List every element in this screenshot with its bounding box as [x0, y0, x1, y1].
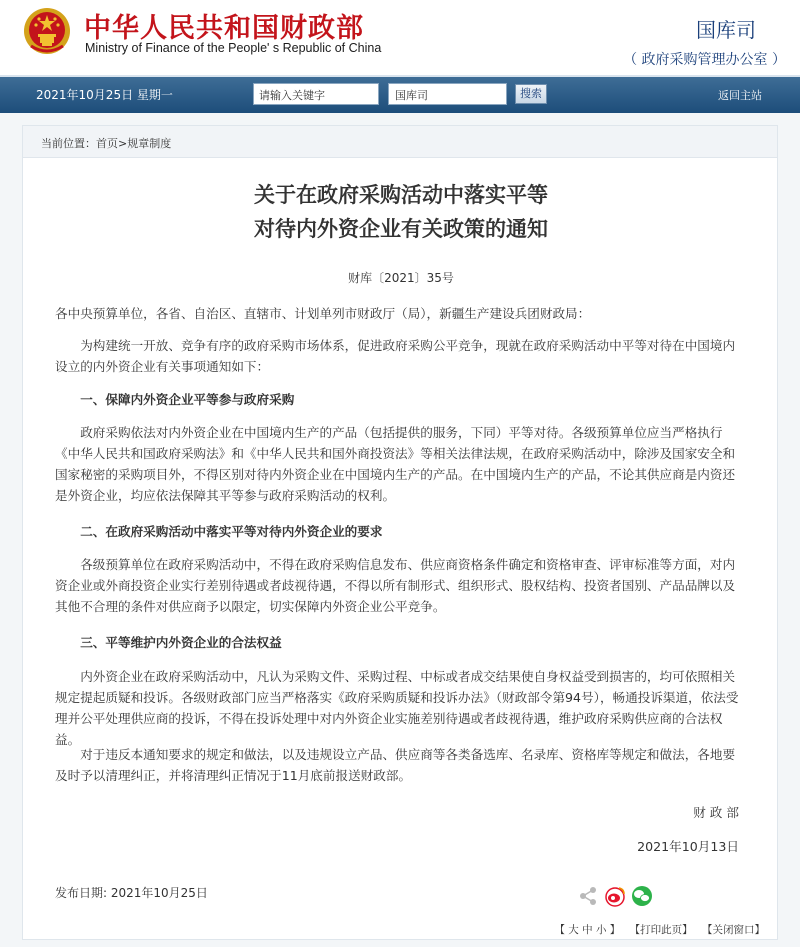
print-page-link[interactable]: 【打印此页】	[629, 924, 693, 936]
article-title-line2: 对待内外资企业有关政策的通知	[254, 216, 548, 241]
document-number: 财库〔2021〕35号	[348, 271, 454, 285]
share-icon[interactable]	[580, 887, 596, 905]
return-home-link[interactable]: 返回主站	[718, 89, 762, 102]
section-heading-1: 一、保障内外资企业平等参与政府采购	[80, 392, 295, 407]
ministry-title-cn: 中华人民共和国财政部	[84, 13, 364, 44]
close-window-link[interactable]: 【关闭窗口】	[702, 924, 765, 936]
breadcrumb-label: 当前位置：	[41, 137, 96, 150]
section-paragraph-1: 政府采购依法对内外资企业在中国境内生产的产品（包括提供的服务，下同）平等对待。各级预算单位应当严格执行《中华人民共和国政府采购法》和《中华人民共和国外商投资法》等相关法律法规，在政府采购活动中，除涉及国家安全和国家秘密的采购项目外，不得区别对待内外资企业在中国境内生产的产品。在中国境内生产的产品，不论其供应商是内资还是外资企业，均应依法保障其平等参与政府采购活动的权利。	[55, 425, 736, 503]
breadcrumb-section-link[interactable]: 规章制度	[127, 137, 172, 150]
section-heading-2: 二、在政府采购活动中落实平等对待内外资企业的要求	[80, 524, 383, 539]
closing-paragraph: 对于违反本通知要求的规定和做法，以及违规设立产品、供应商等各类备选库、名录库、资格库等规定和做法，各地要及时予以清理纠正，并将清理纠正情况于11月底前报送财政部。	[55, 747, 736, 783]
department-subtitle: （ 政府采购管理办公室 ）	[623, 52, 786, 68]
breadcrumb-trail	[41, 135, 171, 151]
department-name: 国库司	[696, 18, 756, 42]
breadcrumb-home-link[interactable]: 首页	[96, 137, 118, 150]
site-header	[0, 0, 800, 75]
signer: 财 政 部	[693, 805, 739, 820]
weibo-icon[interactable]	[606, 888, 624, 906]
sign-date: 2021年10月13日	[637, 839, 739, 854]
content-panel	[22, 125, 778, 940]
article-title	[23, 178, 779, 246]
intro-paragraph: 为构建统一开放、竞争有序的政府采购市场体系，促进政府采购公平竞争，现就在政府采购活动中平等对待在中国境内设立的内外资企业有关事项通知如下：	[55, 338, 736, 374]
footer-links	[548, 922, 765, 937]
breadcrumb-separator: >	[118, 137, 128, 150]
section-paragraph-3: 内外资企业在政府采购活动中，凡认为采购文件、采购过程、中标或者成交结果使自身权益受到损害的，均可依照相关规定提起质疑和投诉。各级财政部门应当严格落实《政府采购质疑和投诉办法》（财政部令第94号），畅通投诉渠道，依法受理并公平处理供应商的投诉，不得在投诉处理中对内外资企业实施差别待遇或者歧视待遇，维护政府采购供应商的合法权益。	[55, 669, 739, 747]
font-size-switch[interactable]: 【 大 中 小 】	[554, 924, 621, 936]
top-nav-bar	[0, 75, 800, 113]
wechat-icon[interactable]	[632, 886, 652, 906]
search-input[interactable]: 请输入关键字	[253, 83, 379, 105]
current-date: 2021年10月25日 星期一	[36, 88, 173, 102]
article-title-line1: 关于在政府采购活动中落实平等	[254, 182, 548, 207]
section-heading-3: 三、平等维护内外资企业的合法权益	[80, 635, 282, 650]
ministry-title-en: Ministry of Finance of the People' s Republic of China	[85, 41, 382, 55]
search-button[interactable]: 搜索	[515, 84, 547, 104]
addressee: 各中央预算单位，各省、自治区、直辖市、计划单列市财政厅（局），新疆生产建设兵团财政局：	[55, 306, 591, 321]
breadcrumb	[23, 126, 777, 158]
national-emblem-icon	[22, 6, 72, 56]
section-paragraph-2: 各级预算单位在政府采购活动中，不得在政府采购信息发布、供应商资格条件确定和资格审查、评审标准等方面，对内资企业或外商投资企业实行差别待遇或者歧视待遇，不得以所有制形式、组织形式、股权结构、投资者国别、产品品牌以及其他不合理的条件对供应商予以限定，切实保障内外资企业公平竞争。	[55, 557, 736, 614]
share-bar	[578, 883, 658, 909]
search-scope-select[interactable]: 国库司	[388, 83, 507, 105]
publish-date: 发布日期: 2021年10月25日	[55, 886, 208, 900]
